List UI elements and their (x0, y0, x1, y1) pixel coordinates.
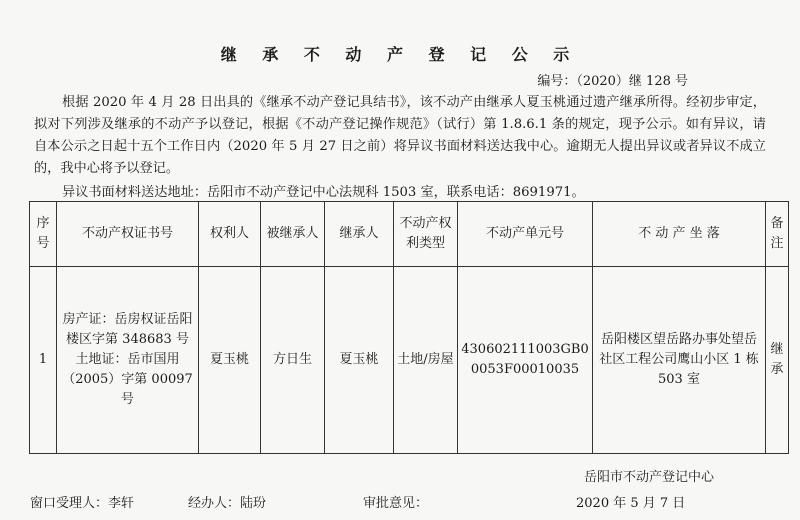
issue-date: 2020 年 5 月 7 日 (576, 496, 686, 511)
issuing-organization: 岳阳市不动产登记中心 (584, 470, 715, 485)
cell-remark: 继承 (766, 267, 789, 454)
header-unit-no: 不动产单元号 (458, 202, 593, 267)
cell-location: 岳阳楼区望岳路办事处望岳社区工程公司鹰山小区 1 栋 503 室 (593, 267, 766, 454)
cell-unit-no: 430602111003GB00053F00010035 (458, 267, 593, 454)
cell-heir: 夏玉桃 (325, 267, 394, 454)
cell-no: 1 (30, 267, 57, 454)
cell-decedent: 方日生 (261, 267, 325, 454)
window-receiver: 窗口受理人：李轩 (30, 496, 135, 511)
notice-body-paragraph: 根据 2020 年 4 月 28 日出具的《继承不动产登记具结书》，该不动产由继承人夏玉桃通过遗产继承所得。经初步审定， 拟对下列涉及继承的不动产予以登记，根据《不动产登记操作规范》（试行）第 1.8.6.1 条的规定，现予公示。如有异议，请自本公示之日起十五个工作日内（2020 年 5 月 27 日之前）将异议书面材料送达我中心。逾期无人提出异议或者异议不成立的，我中心将予以登记。 (34, 95, 766, 176)
table-row (30, 267, 789, 454)
document-number: 编号：（2020）继 128 号 (537, 74, 688, 89)
header-owner: 权利人 (199, 202, 261, 267)
header-right-type: 不动产权利类型 (394, 202, 458, 267)
registration-table (29, 201, 789, 454)
header-decedent: 被继承人 (261, 202, 325, 267)
cert-house: 房产证：岳房权证岳阳楼区字第 348683 号 (62, 312, 193, 347)
header-heir: 继承人 (325, 202, 394, 267)
approval-label: 审批意见： (363, 496, 429, 511)
cell-owner: 夏玉桃 (199, 267, 261, 454)
document-title: 继 承 不 动 产 登 记 公 示 (220, 45, 580, 64)
header-location: 不 动 产 坐 落 (593, 202, 766, 267)
table-header-row (30, 202, 789, 267)
objection-address-line: 异议书面材料送达地址：岳阳市不动产登记中心法规科 1503 室，联系电话：8691971。 (62, 185, 585, 200)
cert-land: 土地证：岳市国用（2005）字第 00097 号 (62, 352, 193, 407)
header-cert: 不动产权证书号 (57, 202, 199, 267)
header-no: 序号 (30, 202, 57, 267)
handler: 经办人：陆玢 (188, 496, 267, 511)
cell-right-type: 土地/房屋 (394, 267, 458, 454)
header-remark: 备注 (766, 202, 789, 267)
cell-cert (57, 267, 199, 454)
